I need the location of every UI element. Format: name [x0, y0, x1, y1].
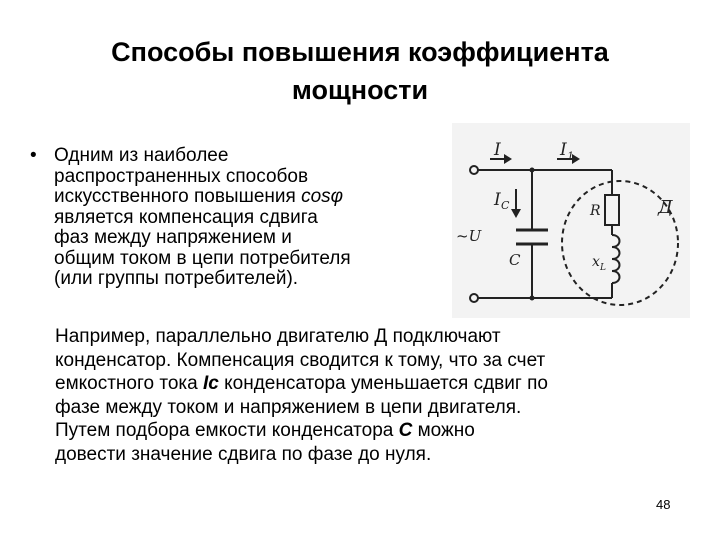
- label-capacitor: C: [509, 251, 521, 269]
- junction-node: [530, 168, 535, 173]
- paragraph-text: можно: [412, 420, 475, 441]
- paragraph-text: емкостного тока: [55, 373, 203, 394]
- paragraph-line: конденсатор. Компенсация сводится к тому, что за счет: [55, 349, 546, 371]
- label-voltage: ~U: [456, 227, 482, 245]
- paragraph-text: конденсатора уменьшается сдвиг по: [218, 373, 548, 394]
- bullet-line: распространенных способов: [54, 165, 309, 187]
- terminal-top: [470, 166, 478, 174]
- label-inductance: x: [592, 254, 600, 270]
- page-number: 48: [656, 497, 671, 512]
- bullet-marker: •: [30, 145, 37, 166]
- slide-title-line-1: Способы повышения коэффициента: [111, 37, 609, 67]
- label-motor: Д: [658, 197, 673, 218]
- label-resistor: R: [590, 203, 601, 219]
- label-I1-subscript: 1: [567, 150, 574, 163]
- label-inductance-subscript: L: [600, 263, 606, 273]
- label-I1: I: [560, 140, 567, 160]
- junction-node: [530, 296, 535, 301]
- c-term: С: [398, 420, 413, 441]
- body-paragraph: [55, 325, 695, 466]
- cosphi-term: cosφ: [301, 186, 344, 207]
- terminal-bottom: [470, 294, 478, 302]
- label-I: I: [494, 140, 501, 160]
- label-Ic: I: [494, 190, 501, 210]
- bullet-line: (или группы потребителей).: [54, 268, 299, 289]
- paragraph-line: фазе между током и напряжением в цепи двигателя.: [55, 396, 522, 418]
- paragraph-line: [55, 419, 695, 443]
- label-Ic-subscript: C: [501, 199, 510, 212]
- paragraph-text: Путем подбора емкости конденсатора: [55, 420, 399, 441]
- paragraph-line: Например, параллельно двигателю Д подключают: [55, 326, 501, 347]
- paragraph-line: [55, 372, 695, 396]
- bullet-line: [54, 187, 454, 208]
- paragraph-line: довести значение сдвига по фазе до нуля.: [55, 443, 432, 465]
- slide-title-line-2: мощности: [291, 75, 429, 105]
- bullet-text: [54, 146, 454, 290]
- bullet-line: является компенсация сдвига: [54, 206, 318, 228]
- circuit-diagram: [452, 123, 690, 318]
- bullet-line: Одним из наиболее: [54, 145, 229, 166]
- bullet-line: общим током в цепи потребителя: [54, 247, 351, 269]
- bullet-line-text: искусственного повышения: [54, 186, 302, 207]
- bullet-line: фаз между напряжением и: [54, 227, 292, 248]
- ic-term: Ic: [202, 373, 219, 394]
